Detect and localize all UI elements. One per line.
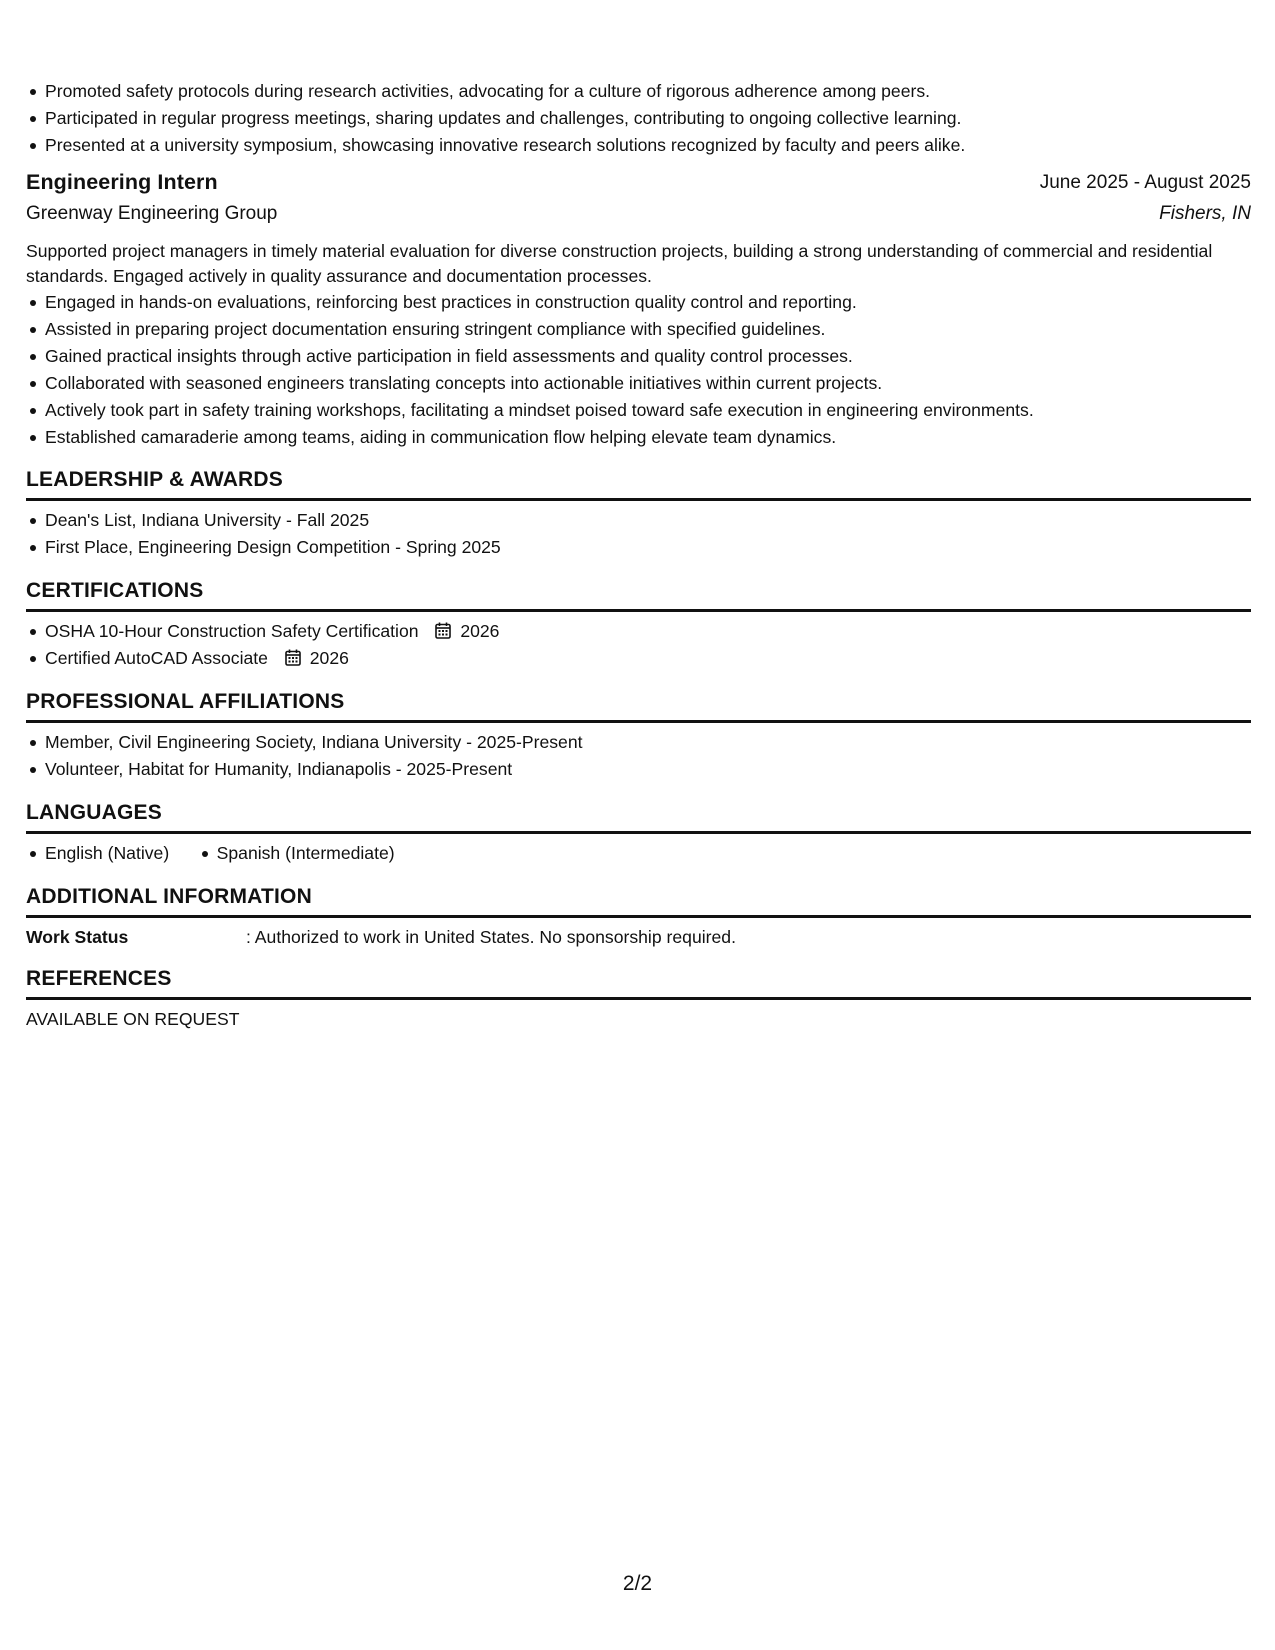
references-text: AVAILABLE ON REQUEST <box>26 1009 240 1029</box>
page-number: 2/2 <box>622 1572 653 1595</box>
certification-name: Certified AutoCAD Associate <box>45 648 268 668</box>
job-title: Engineering Intern <box>26 170 218 194</box>
calendar-icon <box>435 622 451 639</box>
list-item: Established camaraderie among teams, aiding in communication flow helping elevate team dynamics. <box>26 424 1251 451</box>
work-status-value: : Authorized to work in United States. No sponsorship required. <box>246 927 736 947</box>
list-item: Presented at a university symposium, showcasing innovative research solutions recognized by faculty and peers alike. <box>26 132 1251 159</box>
affiliations-list <box>26 729 1251 783</box>
job-dates: June 2025 - August 2025 <box>1039 172 1251 193</box>
list-item: Volunteer, Habitat for Humanity, Indianapolis - 2025-Present <box>26 756 1251 783</box>
additional-info-section <box>26 883 1251 950</box>
list-item: Member, Civil Engineering Society, Indiana University - 2025-Present <box>26 729 1251 756</box>
leadership-list <box>26 507 1251 561</box>
intern-bullets <box>26 289 1251 451</box>
section-title: LEADERSHIP & AWARDS <box>26 466 1251 501</box>
work-status-row <box>26 924 1251 950</box>
list-item: Actively took part in safety training workshops, facilitating a mindset poised toward safe execution in engineering environments. <box>26 397 1251 424</box>
job-header <box>26 170 1251 234</box>
job-company: Greenway Engineering Group <box>26 203 278 224</box>
references-section <box>26 965 1251 1032</box>
certifications-list <box>26 618 1251 672</box>
calendar-icon <box>285 649 301 666</box>
list-item <box>26 645 1251 672</box>
section-title: ADDITIONAL INFORMATION <box>26 883 1251 918</box>
list-item: Engaged in hands-on evaluations, reinforcing best practices in construction quality control and reporting. <box>26 289 1251 316</box>
certification-year: 2026 <box>460 621 500 641</box>
affiliations-section <box>26 688 1251 783</box>
job-description: Supported project managers in timely material evaluation for diverse construction projects, building a strong understanding of commercial and residential standards. Engaged actively in quality assurance and documentation processes. <box>26 241 1213 286</box>
section-title: REFERENCES <box>26 965 1251 1000</box>
job-location: Fishers, IN <box>1159 203 1251 224</box>
list-item: Dean's List, Indiana University - Fall 2025 <box>26 507 1251 534</box>
certifications-section <box>26 577 1251 672</box>
languages-section <box>26 799 1251 867</box>
list-item: English (Native) <box>26 840 169 867</box>
certification-year: 2026 <box>309 648 349 668</box>
list-item: First Place, Engineering Design Competition - Spring 2025 <box>26 534 1251 561</box>
certification-name: OSHA 10-Hour Construction Safety Certification <box>45 621 419 641</box>
list-item: Participated in regular progress meetings, sharing updates and challenges, contributing to ongoing collective learning. <box>26 105 1251 132</box>
languages-list <box>26 840 1251 867</box>
list-item: Gained practical insights through active participation in field assessments and quality control processes. <box>26 343 1251 370</box>
list-item: Assisted in preparing project documentation ensuring stringent compliance with specified guidelines. <box>26 316 1251 343</box>
section-title: LANGUAGES <box>26 799 1251 834</box>
list-item: Collaborated with seasoned engineers translating concepts into actionable initiatives within current projects. <box>26 370 1251 397</box>
work-status-label: Work Status <box>26 927 129 947</box>
list-item <box>26 618 1251 645</box>
section-title: PROFESSIONAL AFFILIATIONS <box>26 688 1251 723</box>
section-title: CERTIFICATIONS <box>26 577 1251 612</box>
leadership-section <box>26 466 1251 561</box>
research-bullets <box>26 78 1251 159</box>
list-item: Promoted safety protocols during research activities, advocating for a culture of rigorous adherence among peers. <box>26 78 1251 105</box>
list-item: Spanish (Intermediate) <box>198 840 395 867</box>
resume-page <box>26 0 1251 1650</box>
